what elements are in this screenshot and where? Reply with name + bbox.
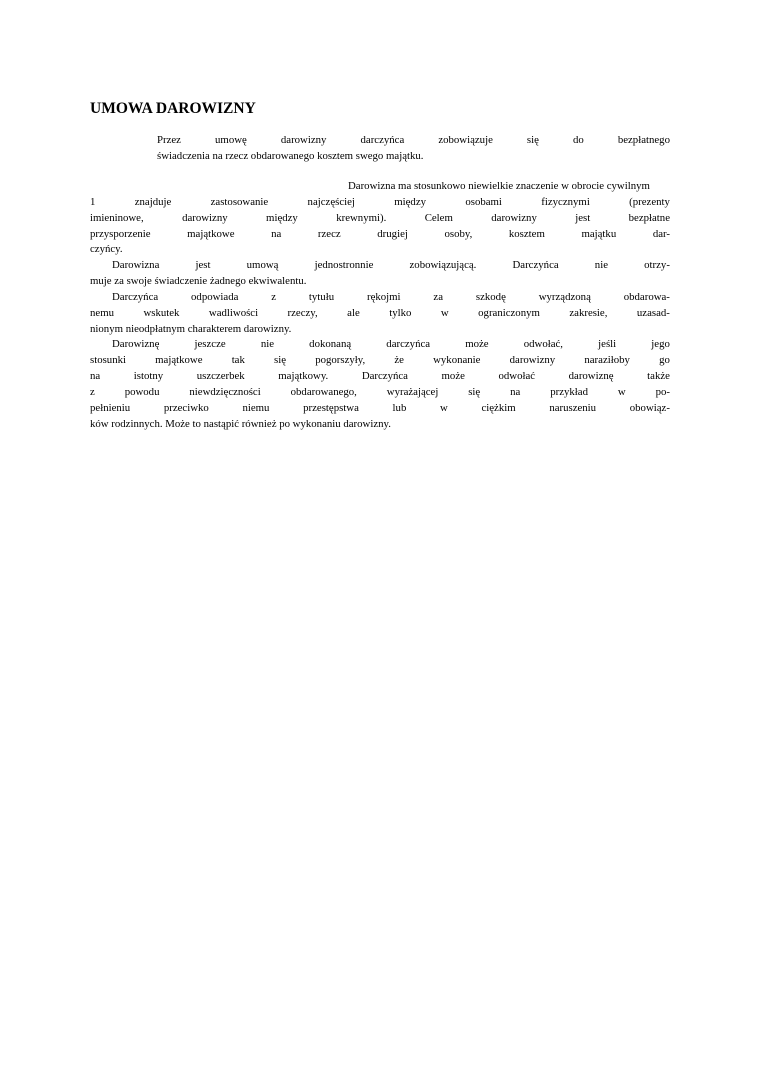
word: jeśli [598,338,617,350]
word: odwołać [498,370,536,382]
word: umową [246,259,279,271]
word: bezpłatne [628,212,670,224]
text-line: Darowizna ma stosunkowo niewielkie znaczenie w obrocie cywilnym [348,180,650,192]
word: 1 [90,196,96,208]
word: nie [260,338,275,350]
word: tytułu [308,291,335,303]
word: Darczyńca [112,291,159,303]
word: zobowiązującą. [409,259,477,271]
word: ciężkim [481,402,516,414]
word: darowizny [491,212,537,224]
word: wskutek [143,307,180,319]
text-line [90,353,670,367]
text-line: czyńcy. [90,243,123,255]
word: jest [575,212,591,224]
word: bezpłatnego [617,134,670,146]
word: najczęściej [307,196,355,208]
word: między [266,212,298,224]
word: stosunki [90,354,126,366]
word: majątku [581,228,617,240]
word: jednostronnie [314,259,374,271]
word: odwołać, [523,338,564,350]
text-line [90,401,670,415]
word: rękojmi [366,291,401,303]
word: majątkowy. [278,370,329,382]
word: uzasad- [636,307,670,319]
word: tak [231,354,245,366]
word: zakresie, [569,307,608,319]
text-line [90,211,670,225]
word: może [465,338,489,350]
word: przykład [550,386,588,398]
word: fizycznymi [541,196,590,208]
word: darczyńca [386,338,431,350]
word: darowizny [182,212,228,224]
word: Darowiznę [112,338,160,350]
word: między [394,196,427,208]
text-line: świadczenia na rzecz obdarowanego kosztem swego majątku. [157,150,424,162]
text-line [90,306,670,320]
word: Darowizna [112,259,160,271]
text-line: nionym nieodpłatnym charakterem darowizny. [90,323,292,335]
word: niewdzięczności [189,386,261,398]
word: Darczyńca [512,259,559,271]
word: do [572,134,584,146]
word: za [433,291,444,303]
word: lub [392,402,407,414]
word: otrzy- [644,259,670,271]
word: drugiej [377,228,408,240]
word: jeszcze [194,338,226,350]
word: kosztem [508,228,545,240]
word: imieninowe, [90,212,144,224]
word: darowiznę [568,370,614,382]
word: także [647,370,670,382]
word: majątkowe [187,228,235,240]
word: ale [347,307,360,319]
word: przestępstwa [303,402,359,414]
word: krewnymi). [336,212,387,224]
word: Darczyńca [361,370,408,382]
word: rzecz [317,228,341,240]
text-line [90,227,670,241]
word: szkodę [475,291,506,303]
word: na [90,370,101,382]
word: obdarowanego, [290,386,357,398]
text-line [90,369,670,383]
word: wadliwości [208,307,259,319]
word: w [440,307,449,319]
word: przeciwko [163,402,209,414]
word: obdarowa- [623,291,670,303]
word: nemu [90,307,114,319]
word: darowizny [509,354,556,366]
word: na [271,228,282,240]
word: się [274,354,287,366]
word: przysporzenie [90,228,151,240]
word: (prezenty [629,196,670,208]
word: darczyńca [360,134,405,146]
word: go [659,354,670,366]
word: uszczerbek [196,370,245,382]
text-line [112,337,670,351]
text-line [90,385,670,399]
word: jego [651,338,670,350]
word: pogorszyły, [315,354,366,366]
word: dar- [652,228,670,240]
text-line [112,290,670,304]
word: osoby, [444,228,473,240]
word: z [90,386,95,398]
text-line [112,258,670,272]
word: powodu [124,386,160,398]
word: jest [195,259,211,271]
word: naruszeniu [549,402,597,414]
word: niemu [242,402,270,414]
word: naraziłoby [584,354,630,366]
text-line [157,133,670,147]
word: umowę [215,134,247,146]
word: rzeczy, [287,307,318,319]
text-line: ków rodzinnych. Może to nastąpić również po wykonaniu darowizny. [90,418,391,430]
word: tylko [389,307,412,319]
word: Celem [424,212,453,224]
word: zastosowanie [210,196,269,208]
word: w [440,402,448,414]
word: istotny [133,370,164,382]
word: dokonaną [309,338,352,350]
word: na [510,386,521,398]
word: z [271,291,277,303]
word: Przez [157,134,181,146]
word: odpowiada [191,291,239,303]
word: ograniczonym [478,307,540,319]
word: po- [655,386,670,398]
word: wyrządzoną [538,291,591,303]
word: wyrażającej [386,386,439,398]
word: się [468,386,481,398]
word: darowizny [280,134,327,146]
word: majątkowe [155,354,203,366]
word: wykonanie [433,354,481,366]
text-line [90,195,670,209]
text-line: muje za swoje świadczenie żadnego ekwiwalentu. [90,275,307,287]
word: znajduje [134,196,172,208]
word: się [526,134,539,146]
word: zobowiązuje [438,134,493,146]
word: osobami [465,196,502,208]
word: obowiąz- [629,402,670,414]
word: nie [594,259,608,271]
word: że [394,354,404,366]
document-title: UMOWA DAROWIZNY [90,100,256,117]
word: pełnieniu [90,402,131,414]
word: w [617,386,626,398]
word: może [441,370,465,382]
